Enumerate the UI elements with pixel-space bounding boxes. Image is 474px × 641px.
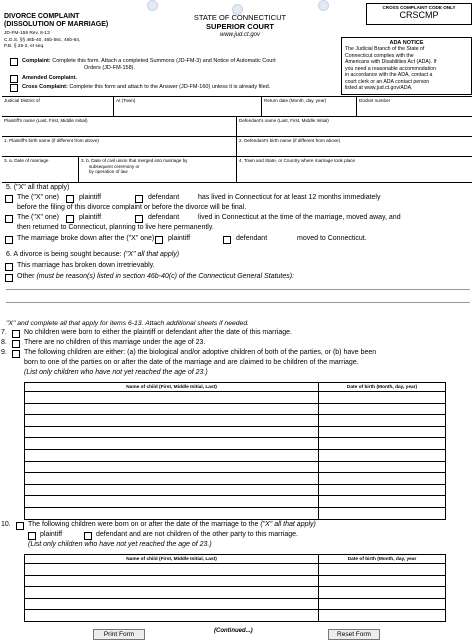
ada-text: [342, 46, 471, 92]
irretrievable-text: This marriage has broken down irretrievably.: [17, 262, 155, 269]
continued-label: (Continued...): [214, 628, 253, 634]
child-dob-cell[interactable]: [319, 610, 446, 622]
child-name-cell[interactable]: [25, 415, 319, 427]
table-row: [25, 587, 446, 599]
grid-line: [2, 116, 472, 117]
child-name-cell[interactable]: [25, 507, 319, 519]
court-heading: [160, 14, 320, 40]
divorce-reason-heading-text: 6. A divorce is being sought because:: [6, 251, 122, 258]
sec5-one-label: The ("X" one): [17, 194, 59, 201]
table-row: [25, 473, 446, 485]
sec5-one-label: The ("X" one): [17, 214, 59, 221]
child-name-header: Name of child (First, Middle Initial, Last): [25, 383, 319, 392]
defendant-label: defendant: [148, 194, 180, 201]
other-reason-label: Other: [17, 273, 35, 280]
grid-line: [113, 96, 114, 116]
cross-complaint-label: Cross Complaint:: [22, 84, 68, 90]
child-dob-cell[interactable]: [319, 426, 446, 438]
child-name-cell[interactable]: [25, 426, 319, 438]
court-name: SUPERIOR COURT: [206, 21, 274, 31]
breakdown-defendant-checkbox[interactable]: [223, 236, 231, 244]
residency-returned-text-2: then returned to Connecticut, planning to live here permanently.: [17, 224, 214, 231]
grid-line: [2, 156, 472, 157]
child-name-cell[interactable]: [25, 564, 319, 576]
item-7-number: 7.: [1, 329, 7, 336]
ada-line: court clerk or an ADA contact person: [345, 78, 430, 85]
table-row: [25, 426, 446, 438]
child-dob-cell[interactable]: [319, 598, 446, 610]
child-dob-cell[interactable]: [319, 461, 446, 473]
marriage-breakdown-text: The marriage broke down after the ("X" one): [17, 235, 155, 242]
child-dob-cell[interactable]: [319, 403, 446, 415]
table-row: [25, 484, 446, 496]
complaint-label: Complaint:: [22, 58, 51, 64]
table-row: [25, 575, 446, 587]
child-dob-header: Date of birth (Month, day, year): [319, 383, 446, 392]
child-name-cell[interactable]: [25, 392, 319, 404]
civil-union-label: [81, 158, 187, 175]
moved-text: moved to Connecticut.: [297, 235, 367, 242]
ada-line: The Judicial Branch of the State of: [345, 46, 425, 52]
form-title: [4, 13, 108, 29]
divorce-reason-heading: [6, 251, 179, 258]
child-dob-cell[interactable]: [319, 392, 446, 404]
defendant-label: defendant: [148, 214, 180, 221]
child-name-cell[interactable]: [25, 484, 319, 496]
items-instruction: "X" and complete all that apply for items 6-13. Attach additional sheets if needed.: [6, 320, 249, 327]
statutes-line-1: C.G.S. §§ 46b-40, 46b-56c, 46b-84,: [4, 37, 81, 43]
table-header-row: [25, 383, 446, 392]
cross-code-value: CRSCMP: [399, 10, 439, 20]
form-id: JD-FM-159 Rev. 8-13: [4, 31, 50, 36]
binder-hole-right: [318, 0, 329, 11]
child-name-cell[interactable]: [25, 473, 319, 485]
form-title-line-1: DIVORCE COMPLAINT: [4, 13, 80, 20]
plaintiff-label: plaintiff: [79, 194, 102, 201]
docket-number-field[interactable]: [358, 97, 471, 115]
child-name-cell[interactable]: [25, 438, 319, 450]
child-name-cell[interactable]: [25, 575, 319, 587]
child-name-cell[interactable]: [25, 403, 319, 415]
ada-title: ADA NOTICE: [389, 40, 424, 46]
table-row: [25, 415, 446, 427]
form-title-line-2: (DISSOLUTION OF MARRIAGE): [4, 21, 109, 28]
residency-plaintiff-checkbox[interactable]: [66, 195, 74, 203]
plaintiff-label: plaintiff: [79, 214, 102, 221]
other-reason-text: [17, 273, 294, 280]
residency-returned-text: lived in Connecticut at the time of the marriage, moved away, and: [198, 214, 401, 221]
residency-defendant-checkbox[interactable]: [135, 195, 143, 203]
cross-complaint-desc: Complete this form and attach to the Answer (JD-FM-160) unless it is already filed.: [69, 84, 271, 90]
born-to-one-party-text-3: (List only children who have not yet reached the age of 23.): [28, 541, 212, 548]
children-of-marriage-text-3: (List only children who have not yet reached the age of 23.): [24, 369, 208, 376]
child-name-cell[interactable]: [25, 496, 319, 508]
complaint-checkbox[interactable]: [10, 58, 18, 66]
website: www.jud.ct.gov: [219, 32, 261, 38]
item-10-number: 10.: [1, 521, 11, 528]
binder-hole-left: [147, 0, 158, 11]
table-row: [25, 610, 446, 622]
residency-returned-checkbox[interactable]: [5, 215, 13, 223]
returned-plaintiff-checkbox[interactable]: [66, 215, 74, 223]
child-name-cell[interactable]: [25, 610, 319, 622]
born-to-one-party-text-a: The following children were born on or after the date of the marriage to the: [28, 521, 259, 528]
residency-12-months-text-2: before the filing of this divorce complaint or before the divorce will be final.: [17, 204, 247, 211]
marriage-breakdown-checkbox[interactable]: [5, 236, 13, 244]
defendant-name-label: Defendant's name (Last, First, Middle Initial): [239, 118, 329, 123]
no-children-under-23-text: There are no children of this marriage under the age of 23.: [24, 339, 206, 346]
reset-form-button[interactable]: Reset Form: [328, 629, 380, 640]
complaint-desc-2: Orders (JD-FM-158).: [84, 65, 136, 71]
residency-heading: 5. ("X" all that apply): [6, 184, 70, 191]
divorce-reason-heading-note: ("X" all that apply): [123, 251, 180, 258]
table-row: [25, 598, 446, 610]
grid-line: [2, 182, 472, 183]
children-of-marriage-text-1: The following children are either: (a) the biological and/or adoptive children of both of the parties, or (b) have been: [24, 349, 377, 356]
child-dob-cell[interactable]: [319, 564, 446, 576]
cross-code-label: CROSS COMPLAINT CODE ONLY: [382, 5, 456, 10]
judicial-district-field[interactable]: [4, 97, 112, 115]
born-defendant-text: defendant and are not children of the other party to this marriage.: [96, 531, 298, 538]
grid-line: [236, 116, 237, 182]
table-row: [25, 496, 446, 508]
judicial-district-label: Judicial District of: [4, 98, 40, 103]
defendant-birth-name-label: 2. Defendant's birth name (if different from above): [239, 138, 341, 143]
table-row: [25, 403, 446, 415]
born-plaintiff-checkbox[interactable]: [28, 532, 36, 540]
marriage-date-label: 3. a. Date of marriage: [4, 158, 49, 163]
born-to-one-party-note: ("X" all that apply): [260, 521, 316, 528]
complaint-text: [22, 58, 337, 72]
state-name: STATE OF CONNECTICUT: [193, 13, 287, 22]
other-reason-checkbox[interactable]: [5, 274, 13, 282]
return-date-label: Return date (Month, day, year): [264, 98, 327, 103]
other-reason-note: (must be reason(s) listed in section 46b-40(c) of the Connecticut General Statutes):: [36, 273, 295, 280]
table-header-row: [25, 555, 446, 564]
child-dob-header: Date of birth (Month, day, year: [319, 555, 446, 564]
docket-number-label: Docket number: [359, 98, 391, 103]
defendant-label: defendant: [236, 235, 268, 242]
form-id-block: [4, 31, 80, 51]
child-dob-cell[interactable]: [319, 449, 446, 461]
child-name-cell[interactable]: [25, 587, 319, 599]
residency-12-months-checkbox[interactable]: [5, 195, 13, 203]
returned-defendant-checkbox[interactable]: [135, 215, 143, 223]
children-of-marriage-text-2: born to one of the parties on or after the date of the marriage and are claimed to be children of the marriage.: [24, 359, 359, 366]
child-dob-cell[interactable]: [319, 484, 446, 496]
amended-complaint-label: Amended Complaint.: [22, 75, 78, 81]
children-table-10: [24, 554, 446, 622]
ada-line: in accordance with the ADA, contact a: [345, 72, 433, 78]
item-9-number: 9.: [1, 349, 7, 356]
table-row: [25, 392, 446, 404]
born-defendant-checkbox[interactable]: [84, 532, 92, 540]
children-of-marriage-checkbox[interactable]: [12, 350, 20, 358]
print-form-button[interactable]: Print Form: [93, 629, 145, 640]
plaintiff-label: plaintiff: [168, 235, 191, 242]
plaintiff-name-label: Plaintiff's name (Last, First, Middle Initial): [4, 118, 88, 123]
born-to-one-party-text: [28, 521, 316, 528]
other-reason-field[interactable]: [6, 282, 470, 310]
child-dob-cell[interactable]: [319, 415, 446, 427]
children-table-9: [24, 382, 446, 520]
marriage-place-label: 4. Town and State, or Country where marriage took place: [239, 158, 356, 163]
return-date-field[interactable]: [263, 97, 355, 115]
ada-line: Americans with Disabilities Act (ADA). If: [345, 59, 437, 65]
child-dob-cell[interactable]: [319, 507, 446, 519]
ada-line: you need a reasonable accommodation: [345, 65, 436, 72]
grid-line: [356, 96, 357, 116]
residency-12-months-text: has lived in Connecticut for at least 12 months immediately: [198, 194, 381, 201]
ada-notice: [341, 37, 472, 95]
item-8-number: 8.: [1, 339, 7, 346]
table-row: [25, 449, 446, 461]
child-dob-cell[interactable]: [319, 587, 446, 599]
no-children-born-checkbox[interactable]: [12, 330, 20, 338]
civil-union-line-2: subsequent ceremony or: [89, 163, 140, 169]
table-row: [25, 564, 446, 576]
grid-line: [78, 156, 79, 182]
child-name-cell[interactable]: [25, 461, 319, 473]
child-dob-cell[interactable]: [319, 473, 446, 485]
town-label: At (Town): [116, 98, 136, 103]
civil-union-line-1: 3. b. Date of civil union that merged into marriage by: [81, 158, 188, 163]
ada-line: Connecticut complies with the: [345, 52, 414, 59]
ada-line: listed at www.jud.ct.gov/ADA.: [345, 85, 413, 91]
no-children-under-23-checkbox[interactable]: [12, 340, 20, 348]
child-name-cell[interactable]: [25, 449, 319, 461]
child-dob-cell[interactable]: [319, 496, 446, 508]
cross-complaint-code-box: [366, 3, 472, 25]
child-dob-cell[interactable]: [319, 438, 446, 450]
child-dob-cell[interactable]: [319, 575, 446, 587]
cross-complaint-text: [22, 84, 270, 91]
table-row: [25, 438, 446, 450]
grid-line: [2, 136, 472, 137]
table-row: [25, 507, 446, 519]
born-to-one-party-checkbox[interactable]: [16, 522, 24, 530]
table-row: [25, 461, 446, 473]
breakdown-plaintiff-checkbox[interactable]: [155, 236, 163, 244]
statutes-line-2: P.B. § 25-2, et seq.: [4, 44, 45, 49]
plaintiff-label: plaintiff: [40, 531, 63, 538]
no-children-born-text: No children were born to either the plaintiff or defendant after the date of this marriage.: [24, 329, 292, 336]
grid-line: [261, 96, 262, 116]
amended-complaint-checkbox[interactable]: [10, 75, 18, 83]
child-name-cell[interactable]: [25, 598, 319, 610]
child-name-header: Name of child (First, Middle Initial, Last): [25, 555, 319, 564]
complaint-desc-1: Complete this form. Attach a completed Summons (JD-FM-3) and Notice of Automatic Court: [52, 58, 276, 64]
town-field[interactable]: [115, 97, 260, 115]
plaintiff-birth-name-label: 1. Plaintiff's birth name (if different from above): [4, 138, 99, 143]
cross-complaint-checkbox[interactable]: [10, 84, 18, 92]
civil-union-line-3: by operation of law: [89, 169, 128, 174]
irretrievable-checkbox[interactable]: [5, 263, 13, 271]
